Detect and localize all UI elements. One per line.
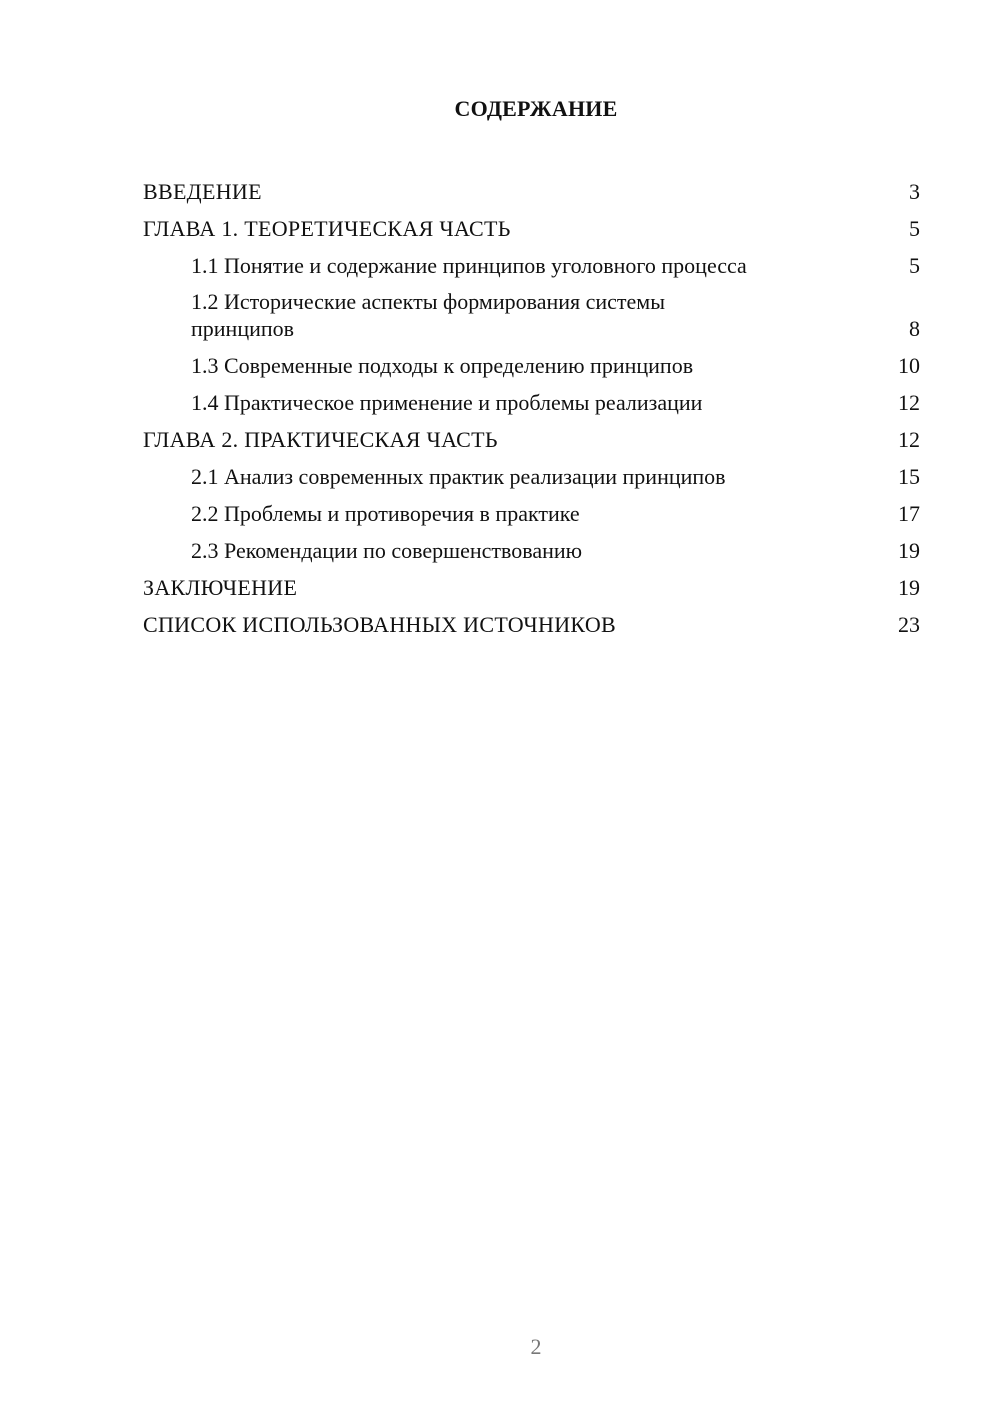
toc-item-page: 19 [898, 538, 920, 563]
toc-item-page: 8 [909, 316, 920, 341]
toc-item-label: 1.1 Понятие и содержание принципов уголовного процесса [191, 253, 747, 278]
toc-item-chapter-1[interactable] [143, 205, 920, 242]
toc-item-label: 1.2 Исторические аспекты формирования системы принципов [191, 289, 666, 341]
toc-item-chapter-2[interactable] [143, 416, 920, 453]
toc-item-page: 15 [898, 464, 920, 489]
toc-item-page: 23 [898, 612, 920, 637]
toc-item-section-1-4[interactable] [143, 379, 920, 416]
toc-item-section-2-3[interactable] [143, 527, 920, 564]
table-of-contents [143, 168, 920, 638]
toc-item-label: ГЛАВА 2. ПРАКТИЧЕСКАЯ ЧАСТЬ [143, 427, 498, 452]
toc-title: СОДЕРЖАНИЕ [454, 96, 618, 121]
toc-item-section-1-2[interactable] [143, 279, 920, 342]
toc-item-label: 2.3 Рекомендации по совершенствованию [191, 538, 583, 563]
toc-item-page: 3 [909, 179, 920, 204]
toc-item-page: 19 [898, 575, 920, 600]
toc-item-references[interactable] [143, 601, 920, 638]
toc-item-label: СПИСОК ИСПОЛЬЗОВАННЫХ ИСТОЧНИКОВ [143, 612, 616, 637]
toc-item-conclusion[interactable] [143, 564, 920, 601]
toc-item-label: ГЛАВА 1. ТЕОРЕТИЧЕСКАЯ ЧАСТЬ [143, 216, 511, 241]
toc-item-page: 5 [909, 216, 920, 241]
toc-item-page: 12 [898, 390, 920, 415]
toc-item-section-2-1[interactable] [143, 453, 920, 490]
toc-item-label: 2.2 Проблемы и противоречия в практике [191, 501, 580, 526]
toc-item-section-2-2[interactable] [143, 490, 920, 527]
toc-item-label: ВВЕДЕНИЕ [143, 179, 262, 204]
toc-item-label: 1.3 Современные подходы к определению принципов [191, 353, 694, 378]
toc-item-page: 17 [898, 501, 920, 526]
toc-item-section-1-3[interactable] [143, 342, 920, 379]
toc-item-label: 2.1 Анализ современных практик реализации принципов [191, 464, 726, 489]
toc-item-introduction[interactable] [143, 168, 920, 205]
toc-item-page: 10 [898, 353, 920, 378]
toc-item-section-1-1[interactable] [143, 242, 920, 279]
page-number: 2 [530, 1334, 542, 1359]
toc-item-page: 5 [909, 253, 920, 278]
toc-item-page: 12 [898, 427, 920, 452]
toc-item-label: ЗАКЛЮЧЕНИЕ [143, 575, 298, 600]
toc-item-label: 1.4 Практическое применение и проблемы реализации [191, 390, 703, 415]
